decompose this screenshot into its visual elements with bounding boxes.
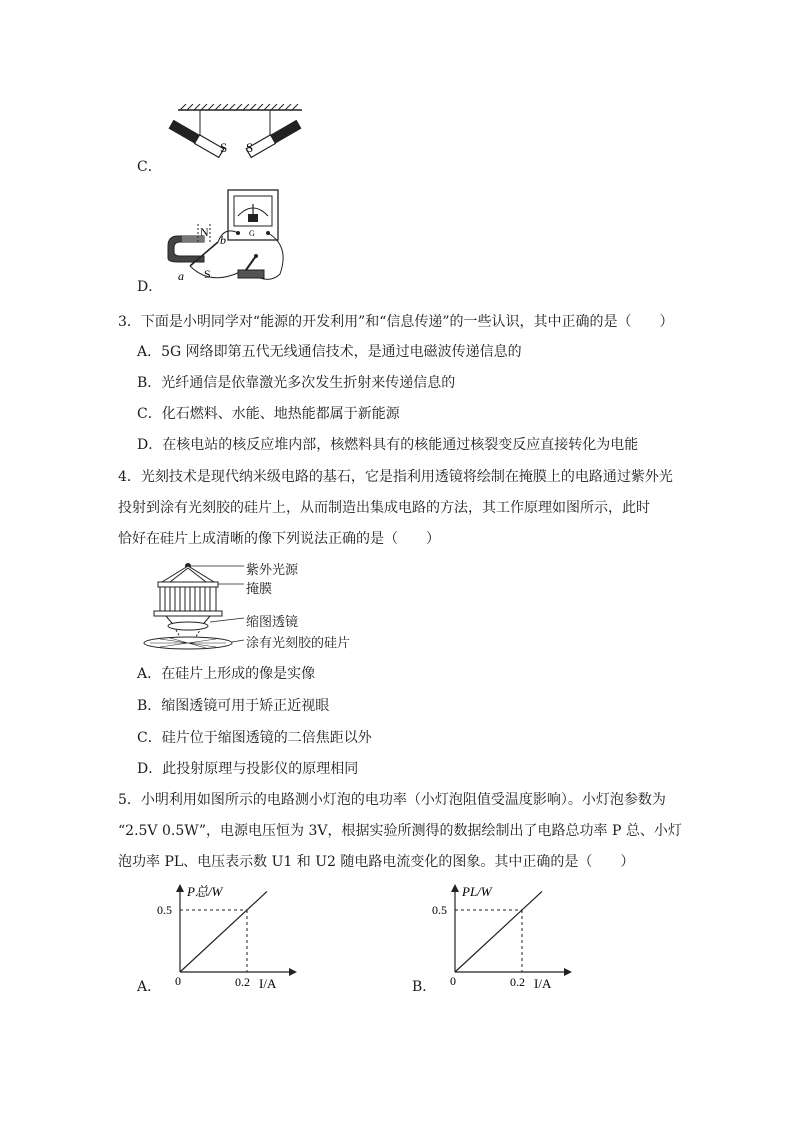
q5-stem-line-1: 5．小明利用如图所示的电路测小灯泡的电功率（小灯泡阻值受温度影响）。小灯泡参数为 — [118, 792, 666, 808]
q3-option-c[interactable]: C．化石燃料、水能、地热能都属于新能源 — [137, 406, 400, 422]
q4-option-d[interactable]: D．此投射原理与投影仪的原理相同 — [137, 761, 359, 777]
graph-b-ytick: 0.5 — [432, 903, 447, 917]
q3-option-a[interactable]: A．5G 网络即第五代无线通信技术，是通过电磁波传递信息的 — [137, 344, 522, 360]
q5-stem-line-3: 泡功率 PL、电压表示数 U1 和 U2 随电路电流变化的图象。其中正确的是（ ） — [118, 854, 635, 870]
graph-a-ylabel: P总/W — [187, 884, 223, 899]
graph-b-xtick: 0.2 — [510, 975, 525, 989]
wire-b-label: b — [220, 233, 226, 247]
q3-option-b[interactable]: B．光纤通信是依靠激光多次发生折射来传递信息的 — [137, 375, 456, 391]
q4-option-b[interactable]: B．缩图透镜可用于矫正近视眼 — [137, 698, 330, 714]
q4-option-c[interactable]: C．硅片位于缩图透镜的二倍焦距以外 — [137, 730, 372, 746]
q4-stem-line-1: 4．光刻技术是现代纳米级电路的基石，它是指利用透镜将绘制在掩膜上的电路通过紫外光 — [118, 469, 673, 485]
galvanometer-label: G — [249, 229, 255, 238]
option-d-label: D． — [137, 279, 163, 295]
graph-a-chart — [155, 880, 305, 992]
graph-b-ylabel: PL/W — [462, 884, 492, 899]
graph-a-ytick: 0.5 — [157, 903, 172, 917]
label-coated-wafer: 涂有光刻胶的硅片 — [246, 636, 351, 651]
graph-b-origin: 0 — [450, 974, 456, 988]
option-c-label: C． — [137, 159, 162, 175]
graph-a-y-arrow — [176, 884, 184, 892]
q5-stem-line-2: “2.5V 0.5W”，电源电压恒为 3V，根据实验所测得的数据绘制出了电路总功率 P 总、小灯 — [118, 823, 682, 839]
pole-n-label: N — [200, 225, 209, 239]
graph-a-x-arrow — [289, 968, 297, 976]
q3-option-d[interactable]: D．在核电站的核反应堆内部，核燃料具有的核能通过核裂变反应直接转化为电能 — [137, 437, 639, 453]
induction-figure — [160, 186, 300, 286]
q4-option-a[interactable]: A．在硅片上形成的像是实像 — [137, 666, 316, 682]
graph-b-x-arrow — [564, 968, 572, 976]
magnet-left-pole: S — [220, 140, 228, 155]
magnet-right-pole: S — [246, 140, 254, 155]
graph-b-y-arrow — [451, 884, 459, 892]
graph-b-option-label[interactable]: B． — [412, 979, 437, 995]
label-uv-source: 紫外光源 — [246, 563, 299, 578]
q4-stem-line-2: 投射到涂有光刻胶的硅片上，从而制造出集成电路的方法，其工作原理如图所示，此时 — [118, 500, 650, 516]
label-reduction-lens: 缩图透镜 — [246, 615, 299, 630]
q4-stem-line-3: 恰好在硅片上成清晰的像下列说法正确的是（ ） — [118, 531, 440, 547]
graph-a-xlabel: I/A — [259, 976, 277, 991]
graph-b-chart — [430, 880, 580, 992]
graph-a-origin: 0 — [175, 974, 181, 988]
graph-a-option-label[interactable]: A． — [137, 979, 162, 995]
graph-a-series-line — [180, 891, 267, 972]
pole-s-label: S — [204, 267, 211, 281]
wire-a-label: a — [178, 269, 184, 283]
q3-stem: 3．下面是小明同学对“能源的开发利用”和“信息传递”的一些认识，其中正确的是（ ） — [118, 314, 674, 330]
graph-a-xtick: 0.2 — [235, 975, 250, 989]
graph-b-series-line — [455, 891, 542, 972]
hanging-magnets-figure — [160, 104, 320, 166]
graph-b-xlabel: I/A — [534, 976, 552, 991]
label-mask: 掩膜 — [246, 582, 273, 597]
